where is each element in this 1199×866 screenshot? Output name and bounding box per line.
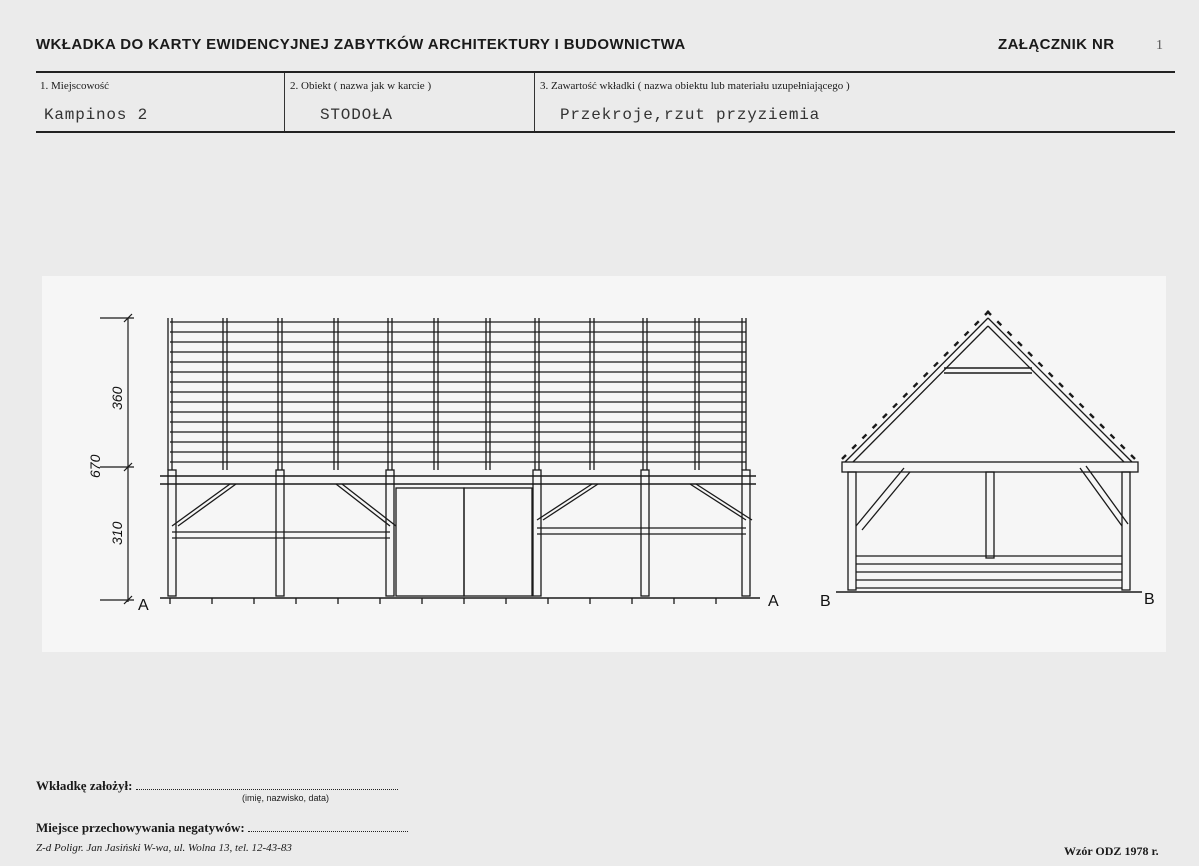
object-value: STODOŁA <box>320 106 393 124</box>
brace <box>336 484 390 526</box>
roof-tile <box>965 332 969 336</box>
roof-tile <box>1110 434 1114 438</box>
longitudinal-section-a-a <box>160 318 760 604</box>
created-by-row <box>36 778 398 794</box>
section-a-left-label: A <box>138 597 149 614</box>
roof-tile <box>987 311 991 315</box>
storage-row <box>36 820 408 836</box>
roof-tile <box>997 321 1001 325</box>
roof-tile <box>873 424 877 428</box>
created-by-caption: (imię, nazwisko, data) <box>242 793 330 803</box>
storage-label: Miejsce przechowywania negatywów: <box>36 820 245 835</box>
roof-tile <box>1049 373 1053 377</box>
attachment-label: ZAŁĄCZNIK NR <box>998 36 1115 53</box>
roof-tile <box>1059 383 1063 387</box>
brace <box>543 484 598 520</box>
roof-tile <box>944 352 948 356</box>
content-label: 3. Zawartość wkładki ( nazwa obiektu lub materiału uzupełniającego ) <box>540 80 850 92</box>
brace <box>178 484 236 526</box>
roof-tile <box>1121 445 1125 449</box>
post <box>1122 472 1130 590</box>
brace <box>342 484 396 526</box>
brace <box>172 484 230 526</box>
cross-section-b-b <box>836 311 1142 592</box>
dimension-total: 670 <box>87 454 103 478</box>
post <box>168 470 176 596</box>
roof-tile <box>1080 404 1084 408</box>
storage-blank[interactable] <box>248 821 408 832</box>
roof-slope <box>988 318 1132 462</box>
roof-tile <box>883 414 887 418</box>
dimension-line <box>100 314 134 604</box>
dimension-upper: 360 <box>109 386 125 410</box>
roof-tile <box>1008 332 1012 336</box>
roof-tile <box>1090 414 1094 418</box>
brace <box>537 484 592 520</box>
form-title: WKŁADKA DO KARTY EWIDENCYJNEJ ZABYTKÓW ARCHITEKTURY I BUDOWNICTWA <box>36 36 686 53</box>
roof-tile <box>1100 424 1104 428</box>
roof-tile <box>862 434 866 438</box>
roof-tile <box>914 383 918 387</box>
roof-tile <box>1018 342 1022 346</box>
roof-tile <box>954 342 958 346</box>
roof-slope <box>988 326 1124 462</box>
brace <box>690 484 746 520</box>
section-b-right-label: B <box>1144 591 1155 608</box>
roof-tile <box>924 373 928 377</box>
object-label: 2. Obiekt ( nazwa jak w karcie ) <box>290 80 432 92</box>
door-leaf <box>464 488 532 596</box>
roof-tile <box>903 393 907 397</box>
roof-tile <box>852 445 856 449</box>
post <box>533 470 541 596</box>
brace <box>862 472 910 530</box>
post <box>641 470 649 596</box>
form-code: Wzór ODZ 1978 r. <box>1064 844 1159 858</box>
tie-beam <box>842 462 1138 472</box>
roof-tile <box>975 321 979 325</box>
roof-tile <box>842 455 846 459</box>
created-by-label: Wkładkę założył: <box>36 778 133 793</box>
roof-tile <box>893 404 897 408</box>
roof-tile <box>934 362 938 366</box>
printer-note: Z-d Poligr. Jan Jasiński W-wa, ul. Wolna 13, tel. 12-43-83 <box>36 842 292 854</box>
dimension-lower: 310 <box>109 521 125 545</box>
post <box>848 472 856 590</box>
post <box>742 470 750 596</box>
locality-label: 1. Miejscowość <box>40 80 110 92</box>
roof-tile <box>1028 352 1032 356</box>
roof-tile <box>1131 455 1135 459</box>
roof-tile <box>1038 362 1042 366</box>
attachment-number: 1 <box>1156 38 1163 53</box>
section-a-right-label: A <box>768 593 779 610</box>
door-leaf <box>396 488 464 596</box>
roof-slope <box>853 326 988 462</box>
created-by-blank[interactable] <box>136 779 398 790</box>
post <box>276 470 284 596</box>
roof-slope <box>845 318 988 462</box>
post <box>986 472 994 558</box>
section-b-left-label: B <box>820 593 831 610</box>
brace <box>1080 468 1122 526</box>
locality-value: Kampinos 2 <box>44 106 149 124</box>
post <box>386 470 394 596</box>
brace <box>696 484 752 520</box>
brace <box>856 468 904 526</box>
content-value: Przekroje,rzut przyziemia <box>560 106 821 124</box>
roof-tile <box>1069 393 1073 397</box>
